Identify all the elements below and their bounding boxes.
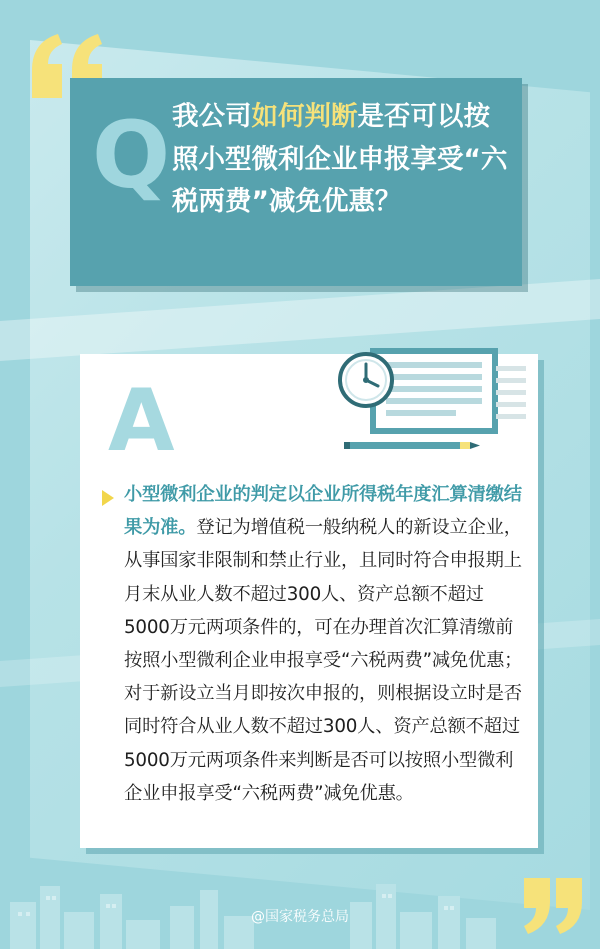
question-text-highlight: 如何判断 [251,101,358,132]
answer-text [124,478,524,810]
answer-text-body: 登记为增值税一般纳税人的新设立企业，从事国家非限制和禁止行业，且同时符合申报期上月末从业人数不超过300人、资产总额不超过5000万元两项条件的，可在办理首次汇算清缴前按照小型微利企业申报享受“六税两费”减免优惠；对于新设立当月即按次申报的，则根据设立时是否同时符合从业人数不超过300人、资产总额不超过5000万元两项条件来判断是否可以按照小型微利企业申报享受“六税两费”减免优惠。 [124,517,523,804]
answer-text-highlight: 小型微利企业的判定以企业所得税年度汇算清缴结果为准。 [124,484,522,539]
question-text [172,96,508,224]
book-icon [370,348,526,434]
close-quote-icon [520,876,584,936]
question-text-after: 是否可以按照小型微利企业申报享受“六税两费”减免优惠？ [172,101,508,217]
question-text-before: 我公司 [172,101,252,132]
watermark: @国家税务总局 [251,909,349,925]
question-letter: Q [92,102,171,209]
clock-book-illustration [330,344,530,456]
answer-letter: A [108,371,175,471]
pencil-icon [344,442,480,449]
arrow-bullet-icon [102,490,114,506]
clock-icon [340,354,392,406]
